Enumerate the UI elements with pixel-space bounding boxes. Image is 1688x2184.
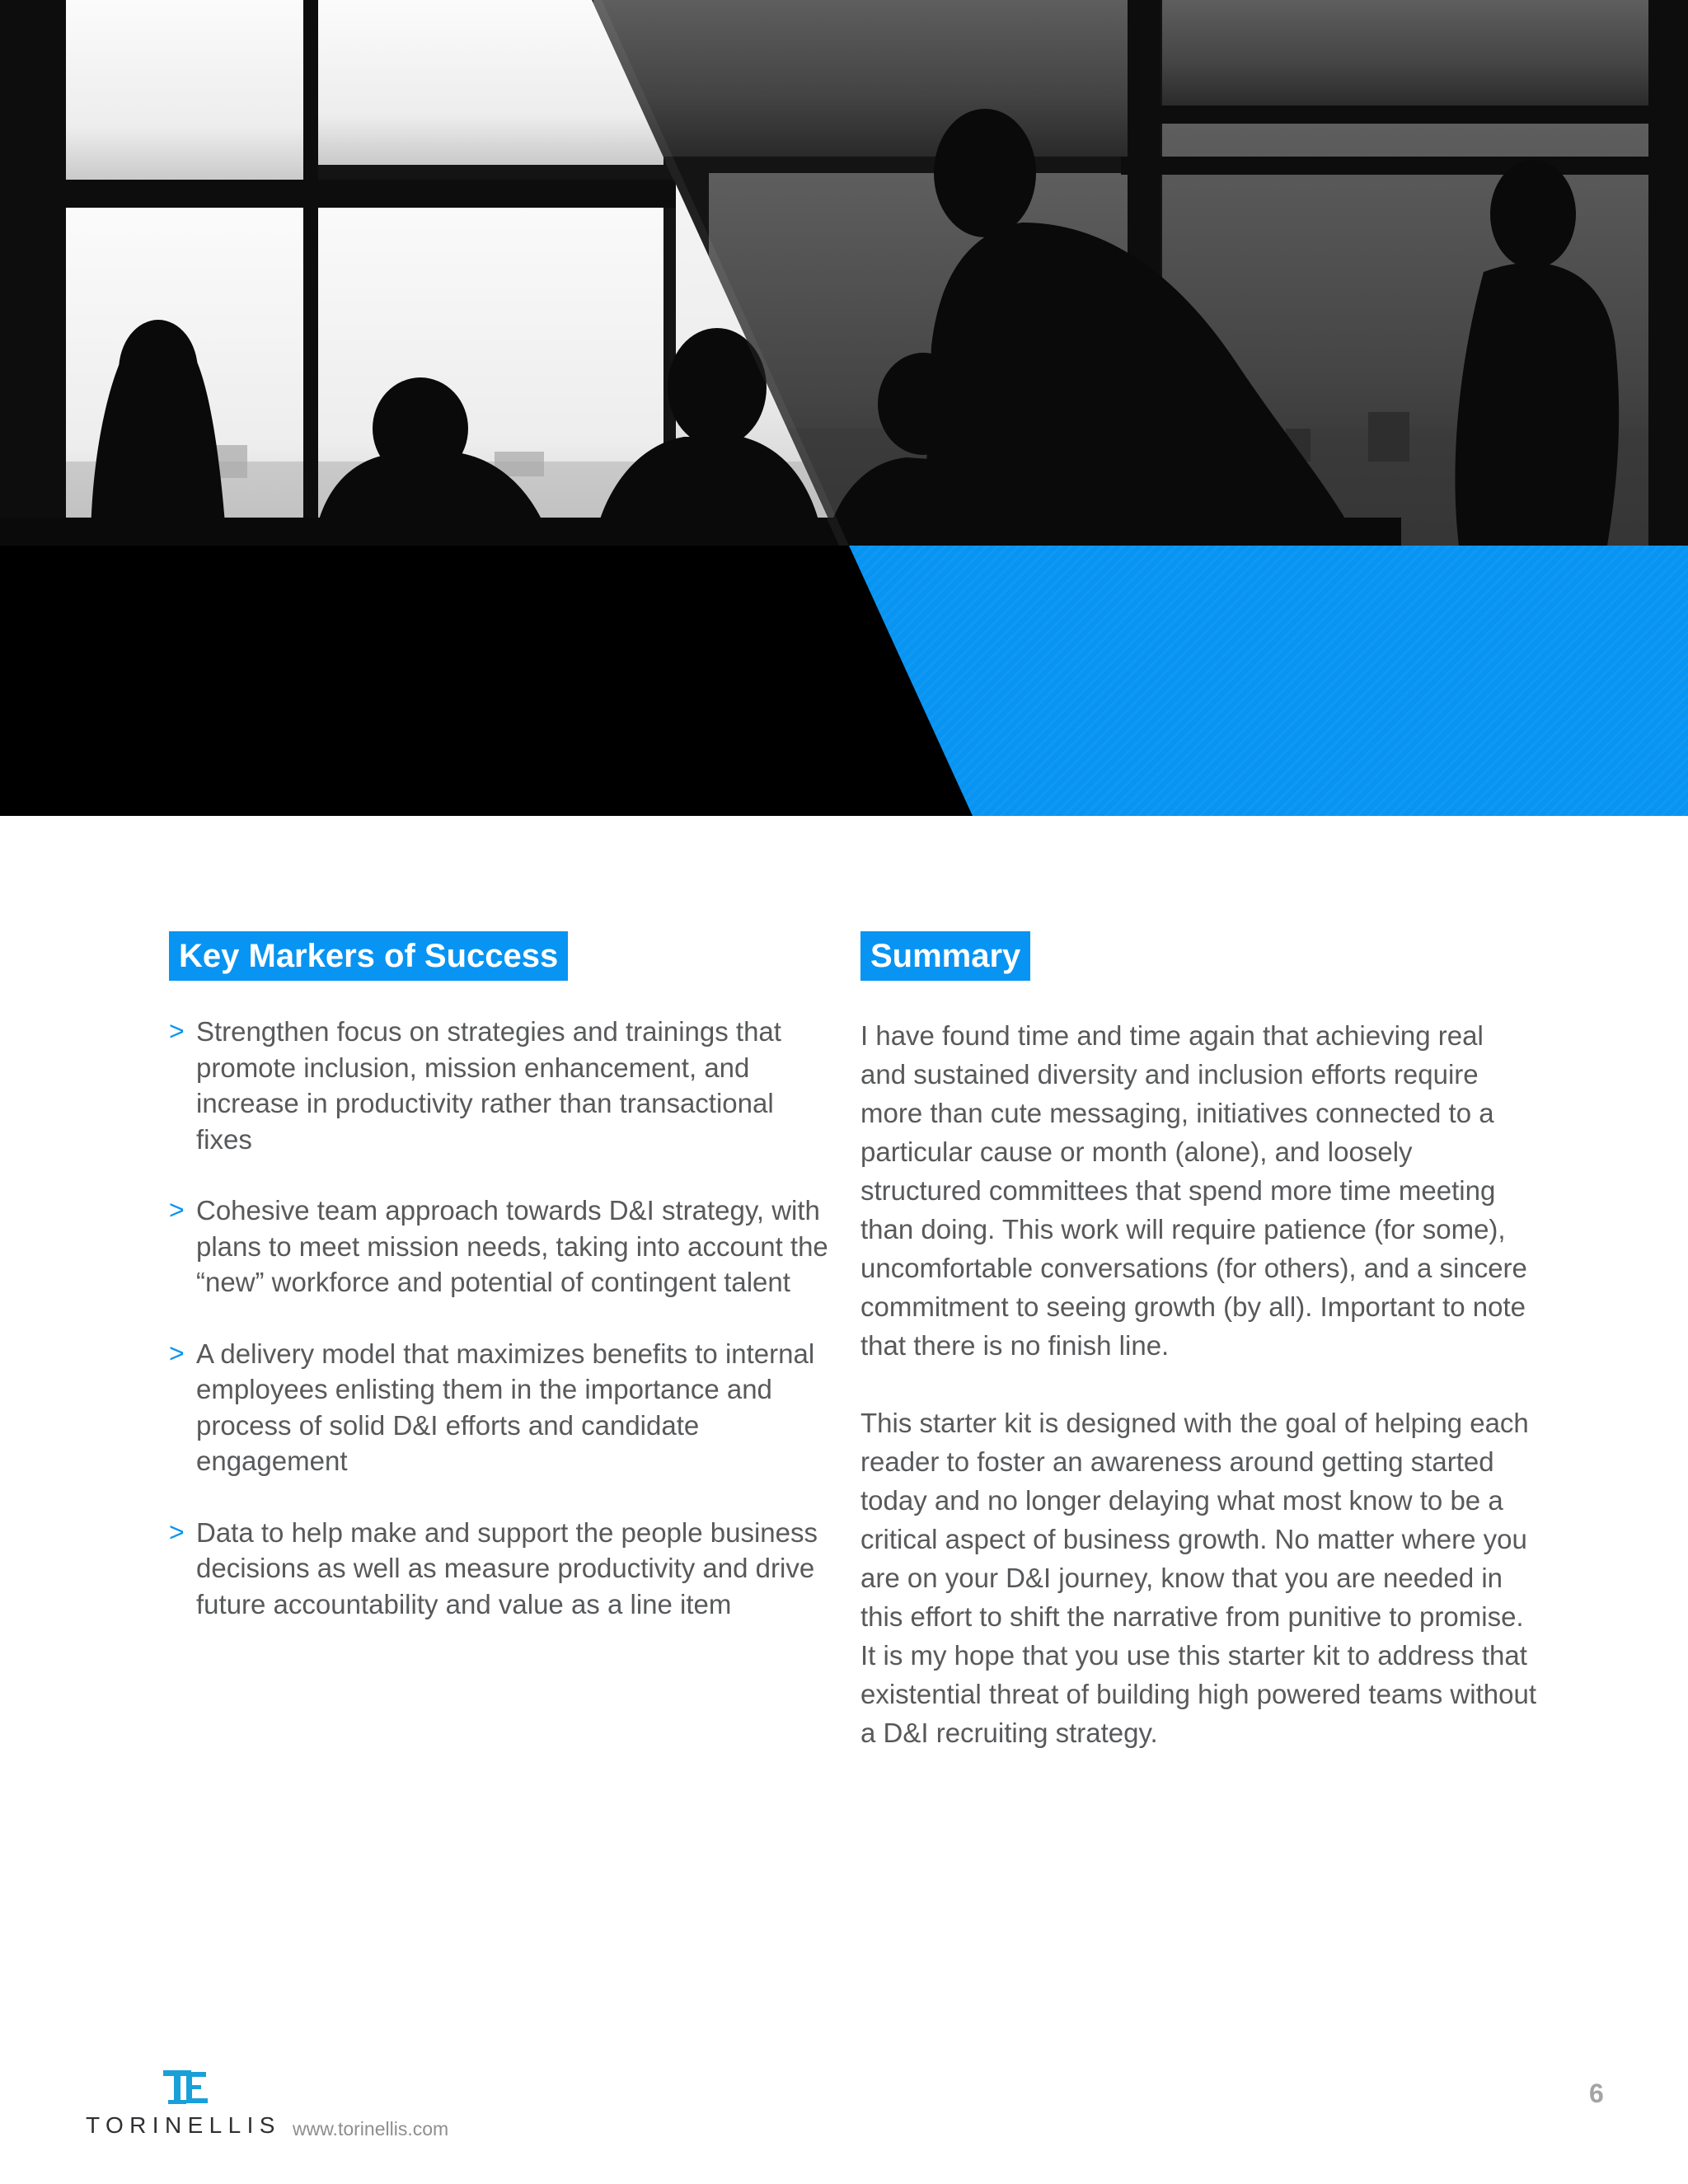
- chevron-right-icon: >: [169, 1338, 185, 1368]
- chevron-right-icon: >: [169, 1016, 185, 1046]
- summary-heading: Summary: [860, 931, 1030, 981]
- key-markers-heading: Key Markers of Success: [169, 931, 568, 981]
- brand-name: TORINELLIS: [86, 2112, 281, 2138]
- summary-body: [860, 1016, 1536, 1752]
- torinellis-logo: [86, 2069, 284, 2138]
- key-markers-list: [169, 1014, 837, 1622]
- chevron-right-icon: >: [169, 1516, 185, 1547]
- page-number: 6: [1589, 2079, 1604, 2108]
- meeting-silhouette-image: [0, 0, 1688, 546]
- list-item-text: Data to help make and support the people business decisions as well as measure productivity and drive future accountability and value as a line item: [196, 1516, 818, 1619]
- list-item: [169, 1193, 837, 1301]
- summary-paragraph: This starter kit is designed with the goal of helping each reader to foster an awareness around getting started today and no longer delaying what most know to be a critical aspect of business growth. No matter where you are on your D&I journey, know that you are needed in this effort to shift the narrative from punitive to promise. It is my hope that you use this starter kit to address that existential threat of building high powered teams without a D&I recruiting strategy.: [860, 1408, 1536, 1748]
- hero-photo: [0, 0, 1688, 546]
- hero-banner: [0, 0, 1688, 816]
- list-item-text: Cohesive team approach towards D&I strategy, with plans to meet mission needs, taking into account the “new” workforce and potential of contingent talent: [196, 1195, 828, 1297]
- list-item: [169, 1336, 837, 1479]
- list-item: [169, 1014, 837, 1157]
- summary-paragraph: I have found time and time again that achieving real and sustained diversity and inclusion efforts require more than cute messaging, initiatives connected to a particular cause or month (alone), and loosely structured committees that spend more time meeting than doing. This work will require patience (for some), uncomfortable conversations (for others), and a sincere commitment to seeing growth (by all). Important to note that there is no finish line.: [860, 1020, 1527, 1361]
- chevron-right-icon: >: [169, 1195, 185, 1225]
- torinellis-monogram-icon: [162, 2069, 211, 2107]
- website-url[interactable]: www.torinellis.com: [293, 2118, 449, 2139]
- list-item-text: Strengthen focus on strategies and trainings that promote inclusion, mission enhancement, and increase in productivity rather than transactional fixes: [196, 1016, 781, 1155]
- list-item: [169, 1515, 837, 1623]
- list-item-text: A delivery model that maximizes benefits to internal employees enlisting them in the importance and process of solid D&I efforts and candidate engagement: [196, 1338, 815, 1476]
